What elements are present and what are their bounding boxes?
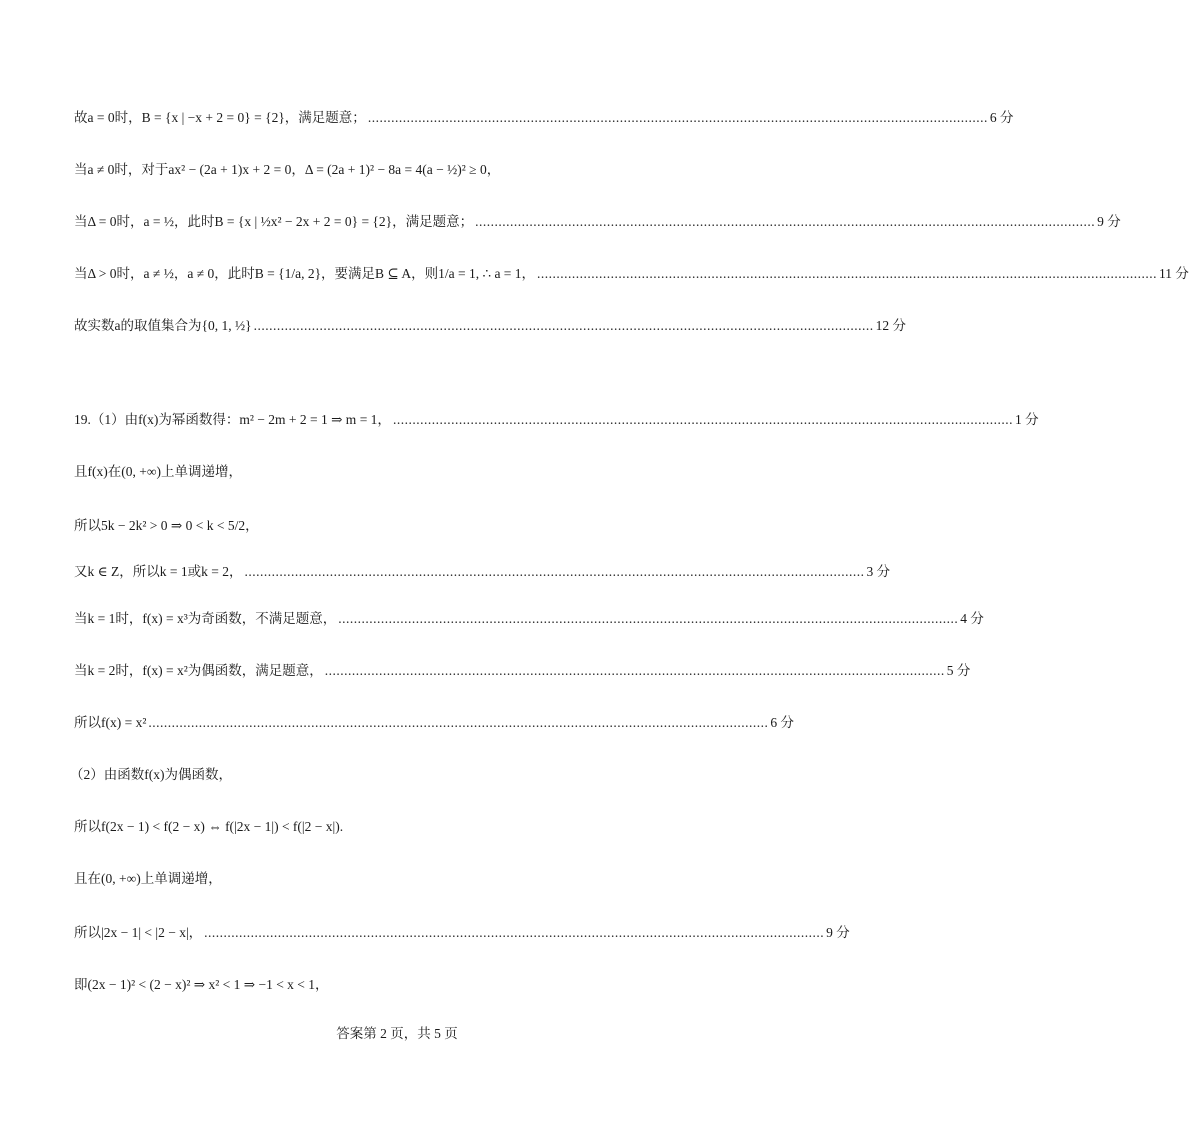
solution-line-7 bbox=[74, 452, 608, 492]
dot-leader: ................................................................................................................................................................ bbox=[244, 564, 865, 579]
solution-line-12 bbox=[74, 703, 795, 743]
line-text: 所以f(2x − 1) < f(2 − x) ⇔ f(|2x − 1|) < f(|2 − x|). bbox=[74, 819, 344, 834]
solution-line-17 bbox=[74, 965, 608, 1005]
line-score: 9 分 bbox=[826, 925, 850, 940]
line-text: 又k ∈ Z，所以k = 1或k = 2， bbox=[74, 564, 243, 579]
line-text: 且f(x)在(0, +∞)上单调递增， bbox=[74, 464, 242, 479]
solution-line-15 bbox=[74, 859, 608, 899]
line-text: 当Δ = 0时，a = ½，此时B = {x | ½x² − 2x + 2 = 0} = {2}，满足题意； bbox=[74, 214, 474, 229]
line-text: 19.（1）由f(x)为幂函数得：m² − 2m + 2 = 1 ⇒ m = 1， bbox=[74, 412, 391, 427]
line-text: 当k = 1时，f(x) = x³为奇函数，不满足题意， bbox=[74, 611, 337, 626]
solution-line-16 bbox=[74, 913, 850, 953]
dot-leader: ................................................................................................................................................................ bbox=[367, 110, 988, 125]
line-score: 1 分 bbox=[1014, 412, 1039, 427]
dot-leader: ................................................................................................................................................................ bbox=[148, 715, 769, 730]
line-text: （2）由函数f(x)为偶函数， bbox=[70, 767, 232, 782]
line-score: 11 分 bbox=[1159, 266, 1189, 281]
dot-leader: ................................................................................................................................................................ bbox=[338, 611, 959, 626]
dot-leader: ................................................................................................................................................................ bbox=[392, 412, 1013, 427]
solution-line-14 bbox=[74, 807, 608, 847]
line-score: 6 分 bbox=[989, 110, 1014, 125]
line-text: 当Δ > 0时，a ≠ ½，a ≠ 0，此时B = {1/a, 2}，要满足B ⊆ A，则1/a = 1, ∴ a = 1， bbox=[74, 266, 536, 281]
solution-line-6 bbox=[74, 400, 1039, 440]
solution-line-2 bbox=[74, 150, 608, 190]
line-text: 所以f(x) = x² bbox=[74, 715, 147, 730]
dot-leader: ................................................................................................................................................................ bbox=[475, 214, 1096, 229]
line-text: 故实数a的取值集合为{0, 1, ½} bbox=[74, 318, 252, 333]
dot-leader: ................................................................................................................................................................ bbox=[253, 318, 874, 333]
line-text: 所以|2x − 1| < |2 − x|， bbox=[74, 925, 203, 940]
solution-line-8 bbox=[74, 506, 608, 546]
solution-line-5 bbox=[74, 306, 906, 346]
line-score: 12 分 bbox=[875, 318, 906, 333]
solution-line-4 bbox=[74, 254, 1189, 294]
solution-line-10 bbox=[74, 599, 984, 639]
line-text: 当k = 2时，f(x) = x²为偶函数，满足题意， bbox=[74, 663, 323, 678]
solution-line-13 bbox=[70, 755, 608, 795]
dot-leader: ................................................................................................................................................................ bbox=[204, 925, 825, 940]
solution-line-1 bbox=[74, 98, 1014, 138]
line-text: 故a = 0时，B = {x | −x + 2 = 0} = {2}，满足题意； bbox=[74, 110, 366, 125]
solution-line-9 bbox=[74, 552, 891, 592]
page-footer: 答案第 2 页，共 5 页 bbox=[336, 1026, 458, 1041]
line-score: 9 分 bbox=[1097, 214, 1121, 229]
line-text: 即(2x − 1)² < (2 − x)² ⇒ x² < 1 ⇒ −1 < x < 1， bbox=[74, 977, 329, 992]
solution-line-11 bbox=[74, 651, 971, 691]
line-text: 当a ≠ 0时，对于ax² − (2a + 1)x + 2 = 0，Δ = (2a + 1)² − 8a = 4(a − ½)² ≥ 0， bbox=[74, 162, 501, 177]
line-text: 且在(0, +∞)上单调递增， bbox=[74, 871, 222, 886]
line-score: 5 分 bbox=[946, 663, 971, 678]
line-score: 6 分 bbox=[770, 715, 795, 730]
line-score: 3 分 bbox=[866, 564, 891, 579]
dot-leader: ................................................................................................................................................................ bbox=[324, 663, 945, 678]
line-text: 所以5k − 2k² > 0 ⇒ 0 < k < 5/2， bbox=[74, 518, 259, 533]
solution-line-3 bbox=[74, 202, 1121, 242]
dot-leader: ................................................................................................................................................................ bbox=[537, 266, 1158, 281]
line-score: 4 分 bbox=[960, 611, 984, 626]
